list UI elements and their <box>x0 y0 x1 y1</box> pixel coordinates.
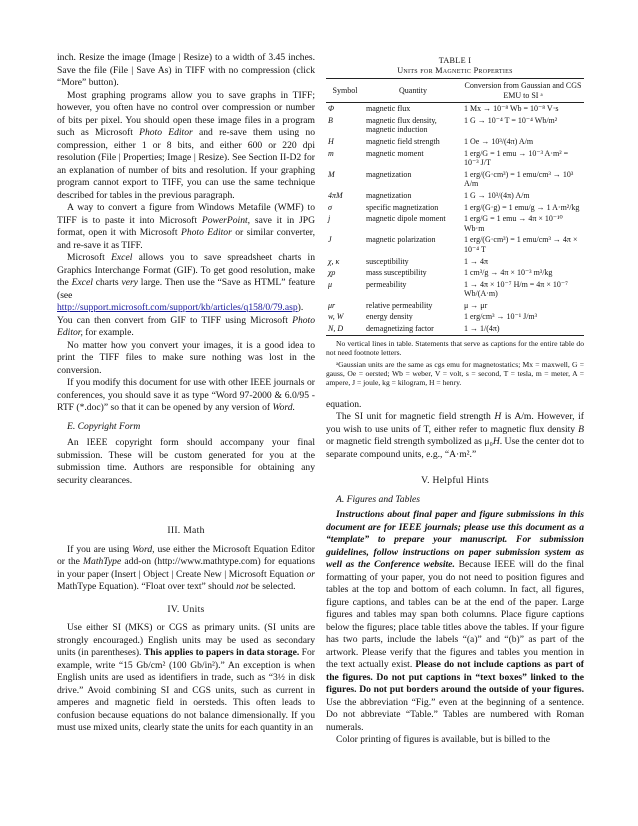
symbol-cell: j <box>328 214 331 224</box>
paragraph: If you modify this document for use with other IEEE journals or conferences, you should save it as type “Word 97-2000 & 6.0/95 - RTF (*.doc)” so that it can be opened by any version of Word. <box>57 377 315 413</box>
conversion-cell: 1 → 4π × 10⁻⁷ H/m = 4π × 10⁻⁷ Wb/(A·m) <box>464 279 568 299</box>
table-row <box>326 311 584 323</box>
table-row <box>326 213 584 234</box>
table-row <box>326 115 584 136</box>
paragraph: inch. Resize the image (Image | Resize) to a width of 3.45 inches. Save the file (File | Save As) in TIFF with no compression (click “More” button). <box>57 52 315 88</box>
table-row <box>326 103 584 115</box>
quantity-cell: magnetic field strength <box>366 136 440 146</box>
quantity-cell: permeability <box>366 279 407 289</box>
quantity-cell: magnetic flux <box>366 104 411 114</box>
conversion-cell: 1 erg/(G·cm³) = 1 emu/cm³ → 4π × 10⁻⁴ T <box>464 235 578 254</box>
table-row <box>326 323 584 335</box>
quantity-cell: energy density <box>366 312 413 322</box>
conversion-cell: 1 erg/G = 1 emu → 10⁻³ A·m² = 10⁻³ J/T <box>464 148 569 168</box>
conversion-cell: 1 G → 10³/(4π) A/m <box>464 190 530 200</box>
symbol-cell: M <box>328 169 335 179</box>
symbol-cell: χρ <box>328 268 336 278</box>
paragraph: Most graphing programs allow you to save graphs in TIFF; however, you often have no control over compression or number of bits per pixel. You should open these image files in a program such as Microsoft Photo Editor and re-save them using no compression, either 1 or 8 bits, and either 600 or 220 dpi resolution (File | Properties; Image | Resize). See Section II-D2 for an explanation of number of bits and resolution. If your graphing program cannot export to TIFF, you can use the same technique described for tables in the previous paragraph. <box>57 89 316 201</box>
section-heading: V. Helpful Hints <box>421 475 489 487</box>
paragraph: The SI unit for magnetic field strength H is A/m. However, if you wish to use units of T, either refer to magnetic flux density B or magnetic field strength symbolized as μ₀H. Use the center dot to separate compound units, e.g., “A·m².” <box>326 411 584 460</box>
symbol-cell: H <box>328 136 334 146</box>
paragraph: Use either SI (MKS) or CGS as primary units. (SI units are strongly encouraged.) English units may be used as secondary units (in parentheses). This applies to papers in data storage. For example, write “15 Gb/cm² (100 Gb/in²).” An exception is when English units are used as identifiers in trade, such as “3½ in disk drive.” Avoid combining SI and CGS units, such as current in amperes and magnetic field in oersteds. This often leads to confusion because equations do not balance dimensionally. If you must use mixed units, clearly state the units for each quantity in an <box>57 622 315 733</box>
symbol-cell: μ <box>328 279 333 289</box>
table-label: TABLE I <box>438 56 472 65</box>
section-heading: III. Math <box>167 525 205 536</box>
column-header: Conversion from Gaussian and CGS EMU to SI ᵃ <box>464 81 582 100</box>
symbol-cell: σ <box>328 202 332 212</box>
symbol-cell: B <box>328 115 333 125</box>
quantity-cell: susceptibility <box>366 256 409 266</box>
units-table <box>326 78 584 336</box>
quantity-cell: magnetization <box>366 190 412 200</box>
left-column <box>57 52 315 735</box>
conversion-cell: 1 erg/(G·g) = 1 emu/g → 1 A·m²/kg <box>464 202 580 212</box>
table-row <box>326 202 584 214</box>
paragraph: Microsoft Excel allows you to save spreadsheet charts in Graphics Interchange Format (GIF). To get good resolution, make the Excel charts very large. Then use the “Save as HTML” feature (see http://support.microsoft.com/support/kb/articles/q158/0/79.asp). You can then convert from GIF to TIFF using Microsoft Photo Editor, for example. <box>57 252 315 338</box>
subsection-heading: E. Copyright Form <box>67 420 141 432</box>
units-table-block <box>326 56 584 387</box>
table-note: No vertical lines in table. Statements that serve as captions for the entire table do not need footnote letters. <box>326 338 584 357</box>
table-row <box>326 256 584 268</box>
table-row <box>326 148 584 169</box>
paragraph: Color printing of figures is available, but is billed to the <box>336 734 550 746</box>
paragraph: An IEEE copyright form should accompany your final submission. These will be custom generated for you at the submission time. Authors are responsible for obtaining any security clearances. <box>57 437 315 486</box>
table-row <box>326 234 584 255</box>
conversion-cell: μ → μr <box>464 300 488 310</box>
symbol-cell: χ, κ <box>328 256 340 266</box>
quantity-cell: magnetic flux density, magnetic induction <box>366 115 437 135</box>
column-header: Quantity <box>399 85 427 95</box>
conversion-cell: 1 Oe → 10³/(4π) A/m <box>464 136 534 146</box>
paragraph: No matter how you convert your images, it is a good idea to print the TIFF files to make sure nothing was lost in the conversion. <box>57 339 315 376</box>
table-row <box>326 300 584 312</box>
table-title: Units for Magnetic Properties <box>397 66 513 75</box>
conversion-cell: 1 → 4π <box>464 256 489 266</box>
table-row <box>326 190 584 202</box>
conversion-cell: 1 → 1/(4π) <box>464 324 500 334</box>
column-header: Symbol <box>332 85 358 95</box>
conversion-cell: 1 cm³/g → 4π × 10⁻³ m³/kg <box>464 268 553 278</box>
quantity-cell: specific magnetization <box>366 202 439 212</box>
paragraph: If you are using Word, use either the Microsoft Equation Editor or the MathType add-on (http://www.mathtype.com) for equations in your paper (Insert | Object | Create New | Microsoft Equation or MathType Equation). “Float over text” should not be selected. <box>57 543 316 592</box>
kb-article-link[interactable]: http://support.microsoft.com/support/kb/articles/q158/0/79.asp <box>57 302 298 313</box>
quantity-cell: magnetic moment <box>366 148 424 158</box>
quantity-cell: magnetic polarization <box>366 235 436 245</box>
symbol-cell: 4πM <box>328 190 343 200</box>
symbol-cell: m <box>328 148 334 158</box>
subsection-heading: A. Figures and Tables <box>336 493 421 505</box>
section-heading: IV. Units <box>167 603 205 615</box>
conversion-cell: 1 erg/(G·cm³) = 1 emu/cm³ → 10³ A/m <box>464 169 574 189</box>
conversion-cell: 1 Mx → 10⁻⁸ Wb = 10⁻⁸ V·s <box>464 104 559 114</box>
table-footnote: ᵃGaussian units are the same as cgs emu for magnetostatics; Mx = maxwell, G = gauss, Oe = oersted; Wb = weber, V = volt, s = second, T = tesla, m = meter, A = ampere, J = joule, kg = kilogram, H = henry. <box>326 359 584 387</box>
quantity-cell: mass susceptibility <box>366 268 427 278</box>
symbol-cell: μr <box>328 300 336 310</box>
paragraph: Instructions about final paper and figure submissions in this document are for IEEE journals; please use this document as a “template” to prepare your manuscript. For submission guidelines, follow instructions on paper submission system as well as the Conference website. Because IEEE will do the final formatting of your paper, you do not need to position figures and tables at the top and bottom of each column. In fact, all figures, figure captions, and tables can be at the end of the paper. Large figures and tables may span both columns. Place figure captions below the figures; place table titles above the tables. If your figure has two parts, include the labels “(a)” and “(b)” as part of the artwork. Please verify that the figures and tables you mention in the text actually exist. Please do not include captions as part of the figures. Do not put captions in “text boxes” linked to the figures. Do not put borders around the outside of your figures. Use the abbreviation “Fig.” even at the beginning of a sentence. Do not abbreviate “Table.” Tables are numbered with Roman numerals. <box>326 509 584 733</box>
paragraph: equation. <box>326 398 362 410</box>
symbol-cell: Φ <box>328 104 335 114</box>
quantity-cell: magnetization <box>366 169 412 179</box>
symbol-cell: w, W <box>328 312 344 322</box>
quantity-cell: demagnetizing factor <box>366 324 434 334</box>
paragraph: A way to convert a figure from Windows Metafile (WMF) to TIFF is to paste it into Microsoft PowerPoint, save it in JPG format, open it with Microsoft Photo Editor or similar converter, and re-save it as TIFF. <box>57 202 315 251</box>
table-row <box>326 267 584 279</box>
quantity-cell: magnetic dipole moment <box>366 214 446 224</box>
right-column <box>326 56 584 747</box>
table-header-row <box>326 79 584 103</box>
table-row <box>326 279 584 300</box>
symbol-cell: J <box>328 235 332 245</box>
symbol-cell: N, D <box>328 324 344 334</box>
table-row <box>326 169 584 190</box>
quantity-cell: relative permeability <box>366 300 433 310</box>
conversion-cell: 1 erg/G = 1 emu → 4π × 10⁻¹⁰ Wb·m <box>464 214 563 233</box>
conversion-cell: 1 G → 10⁻⁴ T = 10⁻⁴ Wb/m² <box>464 115 558 125</box>
table-row <box>326 136 584 148</box>
conversion-cell: 1 erg/cm³ → 10⁻¹ J/m³ <box>464 312 538 322</box>
